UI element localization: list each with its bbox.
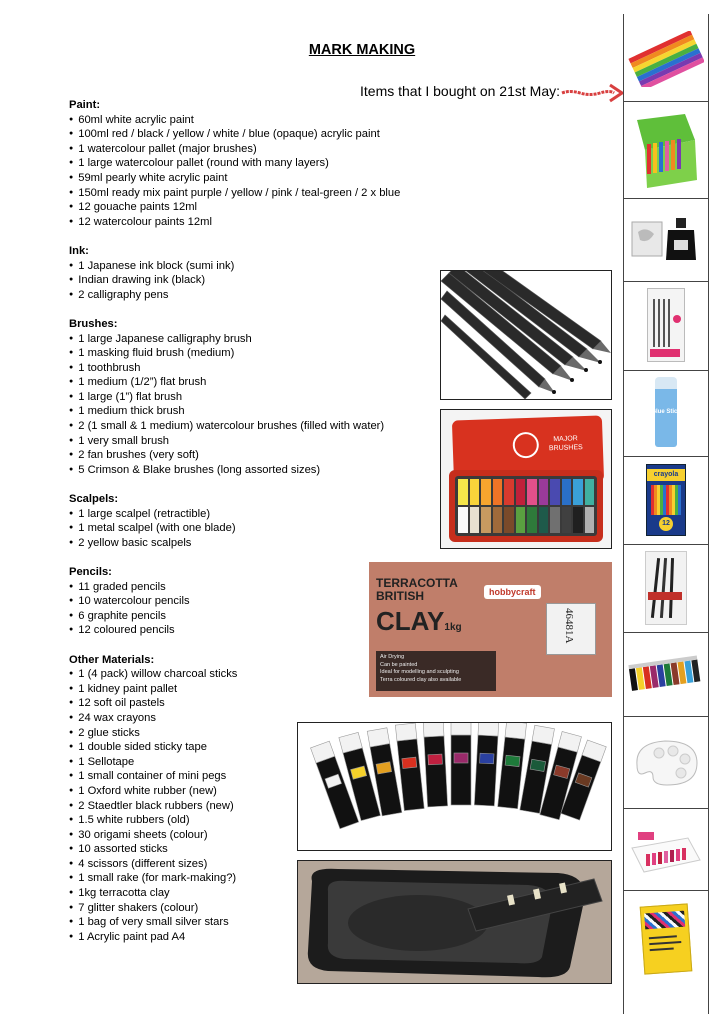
list-item: ● 2 (1 small & 1 medium) watercolour brushes (filled with water) — [69, 419, 429, 434]
section-heading: Pencils: — [69, 566, 112, 578]
brand-logo: hobbycraft — [484, 585, 541, 599]
wax-crayons-thumb — [626, 104, 706, 196]
acrylic-tubes-photo — [297, 722, 612, 851]
list-item: ● 1kg terracotta clay — [69, 886, 429, 901]
list-item: ● 1 very small brush — [69, 434, 429, 449]
oil-pastels-thumb — [626, 20, 706, 98]
graphite-pencils-thumb — [626, 284, 706, 366]
paint-set-thumb — [626, 810, 706, 890]
list-item: ● 1 (4 pack) willow charcoal sticks — [69, 667, 429, 682]
clay-bullet: Terra coloured clay also available — [380, 676, 462, 683]
ink-bottle-thumb — [626, 202, 706, 278]
list-item: ● 59ml pearly white acrylic paint — [69, 171, 429, 186]
section-heading: Scalpels: — [69, 493, 119, 506]
crayola-logo: crayola — [647, 469, 685, 481]
list-item: ● 1 large watercolour pallet (round with many layers) — [69, 156, 429, 171]
section-brushes — [69, 317, 429, 478]
section-paint — [69, 98, 429, 229]
list-item: ● 1 Sellotape — [69, 755, 429, 770]
clay-weight: 1kg — [444, 622, 462, 633]
list-item: ● 12 coloured pencils — [69, 623, 429, 638]
crayola-pencils-thumb — [626, 460, 706, 540]
list-item: ● 7 glitter shakers (colour) — [69, 901, 429, 916]
list-item: ● 1 masking fluid brush (medium) — [69, 346, 429, 361]
glue-stick-thumb — [626, 372, 706, 452]
list-item: ● Indian drawing ink (black) — [69, 273, 429, 288]
graphite-pencils-photo — [440, 270, 612, 400]
ink-stone-photo — [297, 860, 612, 984]
list-item: ● 10 assorted sticks — [69, 842, 429, 857]
list-item: ● 1 Oxford white rubber (new) — [69, 784, 429, 799]
list-item: ● 2 fan brushes (very soft) — [69, 448, 429, 463]
list-item: ● 6 graphite pencils — [69, 609, 429, 624]
list-item: ● 1 large Japanese calligraphy brush — [69, 332, 429, 347]
palette-base — [449, 470, 603, 542]
list-item: ● 30 origami sheets (colour) — [69, 828, 429, 843]
palette-lid-text: MAJOR — [553, 435, 578, 444]
list-item: ● 1 toothbrush — [69, 361, 429, 376]
red-arrow-icon — [560, 82, 624, 104]
palette-lid-text: BRUSHES — [548, 444, 583, 453]
list-item: ● 1 metal scalpel (with one blade) — [69, 521, 429, 536]
list-item: ● 1 bag of very small silver stars — [69, 915, 429, 930]
section-scalpels — [69, 492, 429, 550]
terracotta-clay-photo — [369, 562, 612, 697]
list-item: ● 1 large (1”) flat brush — [69, 390, 429, 405]
calligraphy-brushes-thumb — [626, 548, 706, 628]
list-item: ● 1 medium (1/2”) flat brush — [69, 375, 429, 390]
list-item: ● 2 Staedtler black rubbers (new) — [69, 799, 429, 814]
list-item: ● 1 kidney paint pallet — [69, 682, 429, 697]
list-item: ● 1 small container of mini pegs — [69, 769, 429, 784]
list-item: ● 1 Acrylic paint pad A4 — [69, 930, 429, 945]
list-item: ● 1.5 white rubbers (old) — [69, 813, 429, 828]
list-item: ● 150ml ready mix paint purple / yellow / pink / teal-green / 2 x blue — [69, 186, 429, 201]
list-item: ● 12 soft oil pastels — [69, 696, 429, 711]
watercolour-palette-photo — [440, 409, 612, 549]
list-item: ● 60ml white acrylic paint — [69, 113, 429, 128]
list-item: ● 2 yellow basic scalpels — [69, 536, 429, 551]
list-item: ● 5 Crimson & Blake brushes (long assorted sizes) — [69, 463, 429, 478]
clay-bullet: Ideal for modelling and sculpting — [380, 669, 459, 675]
list-item: ● 10 watercolour pencils — [69, 594, 429, 609]
list-item: ● 4 scissors (different sizes) — [69, 857, 429, 872]
list-item: ● 11 graded pencils — [69, 580, 429, 595]
list-item: ● 2 calligraphy pens — [69, 288, 429, 303]
barcode-sticker — [546, 603, 596, 655]
kidney-palette-thumb — [626, 720, 706, 806]
list-item: ● 12 gouache paints 12ml — [69, 200, 429, 215]
list-item: ● 1 Japanese ink block (sumi ink) — [69, 259, 429, 274]
section-heading: Brushes: — [69, 317, 118, 330]
clay-label-line: TERRACOTTA — [376, 576, 458, 590]
list-item: ● 12 watercolour paints 12ml — [69, 215, 429, 230]
gouache-tubes-thumb — [626, 636, 706, 712]
section-heading: Other Materials: — [69, 653, 155, 666]
page-subtitle: Items that I bought on 21st May: — [360, 83, 560, 99]
pencil-count: 12 — [659, 517, 673, 531]
list-item: ● 100ml red / black / yellow / white / blue (opaque) acrylic paint — [69, 127, 429, 142]
list-item: ● 1 double sided sticky tape — [69, 740, 429, 755]
clay-big-label: CLAY — [376, 606, 445, 636]
list-item: ● 1 large scalpel (retractible) — [69, 507, 429, 522]
emblem-icon — [512, 432, 539, 459]
product-code: 46481A — [563, 608, 575, 644]
list-item: ● 1 small rake (for mark-making?) — [69, 871, 429, 886]
list-item: ● 24 wax crayons — [69, 711, 429, 726]
clay-label-line: BRITISH — [376, 589, 424, 603]
list-item: ● 2 glue sticks — [69, 726, 429, 741]
clay-bullet: Air Drying — [380, 654, 405, 660]
section-ink — [69, 244, 429, 302]
list-item: ● 1 medium thick brush — [69, 404, 429, 419]
list-item: ● 1 watercolour pallet (major brushes) — [69, 142, 429, 157]
page-title: MARK MAKING — [308, 42, 416, 58]
clay-bullet: Can be painted — [380, 661, 418, 668]
origami-pad-thumb — [626, 898, 706, 980]
section-heading: Ink: — [69, 244, 89, 257]
glue-stick-label: Glue Stick — [651, 409, 681, 415]
section-heading: Paint: — [69, 99, 101, 111]
